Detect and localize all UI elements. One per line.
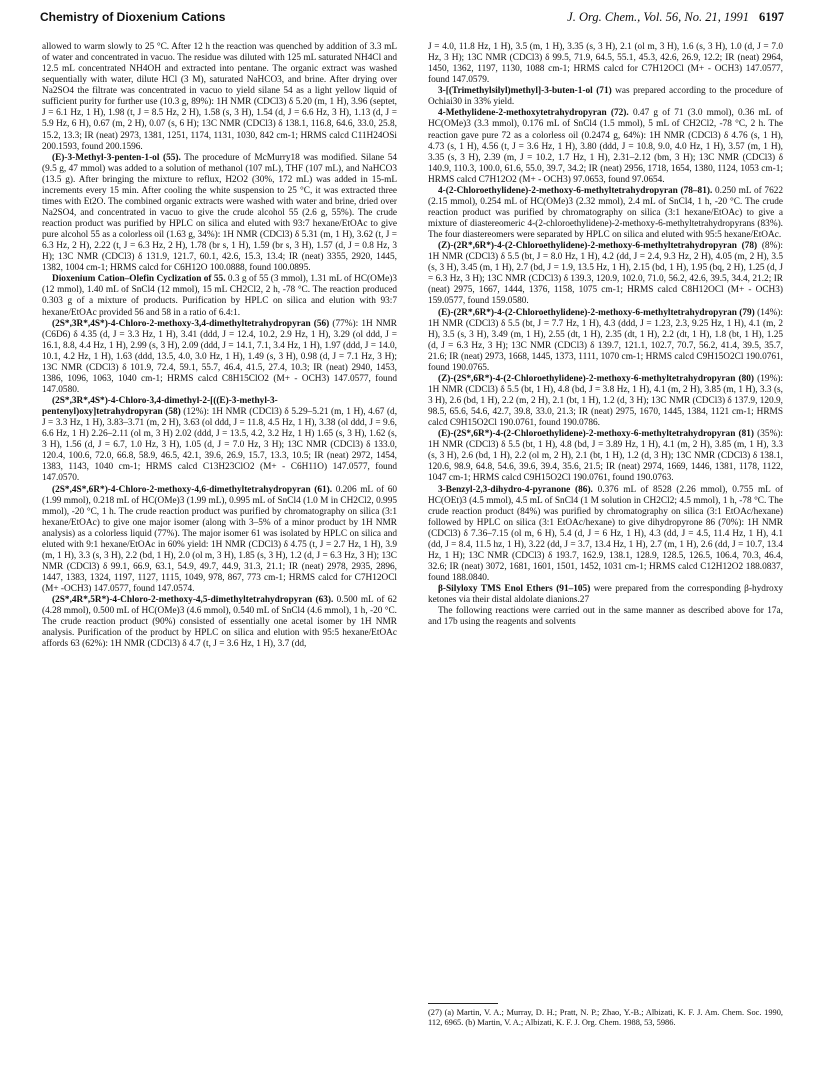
- paragraph-text: (19%): 1H NMR (CDCl3) δ 5.5 (bt, 1 H), 4.8 (bd, J = 3.8 Hz, 1 H), 4.1 (m, 2 H), 3.85 (m, 1 H), 3.3 (s, 3 H), 2.6 (bd, 1 H), 2.2 (m, 2 H), 2.1 (bt, 1 H), 1.2 (d, 3 H); 13C NMR (CDCl3) δ 137.9, 120.9, 98.5, 65.6, 54.6, 42.7, 39.8, 33.0, 21.3; IR (neat) 2975, 1670, 1445, 1384, 1121 cm-1; HRMS calcd C9H15O2Cl 190.0761, found 190.0786.: [428, 373, 783, 429]
- paragraph-text: (77%): 1H NMR (C6D6) δ 4.35 (d, J = 3.3 Hz, 1 H), 3.41 (ddd, J = 12.4, 10.2, 2.9 Hz, 1 H), 3.29 (ol ddd, J = 16.1, 8.8, 4.4 Hz, 1 H), 2.99 (s, 3 H), 2.09 (ddd, J = 14.1, 7.1, 3.4 Hz, 1 H), 1.97 (ddd, J = 14.0, 10.1, 4.2 Hz, 1 H), 1.63 (ddd, 13.5, 4.0, 3.0 Hz, 1 H), 1.49 (s, 3 H), 0.98 (d, J = 7.1 Hz, 3 H); 13C NMR (CDCl3) δ 101.9, 72.4, 59.1, 55.7, 46.4, 41.5, 27.4, 10.3; IR (neat) 2940, 1453, 1386, 1096, 1063, 1040 cm-1; HRMS calcd C8H15ClO2 (M+ - OCH3) 147.0577, found 147.0580.: [42, 318, 398, 395]
- paragraph-text: J = 4.0, 11.8 Hz, 1 H), 3.5 (m, 1 H), 3.35 (s, 3 H), 2.1 (ol m, 3 H), 1.6 (s, 3 H), 1.0 (d, J = 7.0 Hz, 3 H); 13C NMR (CDCl3) δ 99.5, 71.9, 64.5, 55.1, 45.3, 42.6, 26.9, 12.2; IR (neat) 2964, 1450, 1362, 1197, 1130, 1088 cm-1; HRMS calcd for C7H12OCl (M+ - OCH3) 147.0577, found 147.0579.: [428, 42, 783, 86]
- paragraph: [42, 595, 397, 650]
- compound-heading: (2S*,4R*,5R*)-4-Chloro-2-methoxy-4,5-dimethyltetrahydropyran (63).: [52, 595, 334, 606]
- paragraph-text: The following reactions were carried out in the same manner as described above for 17a, and 17b using the reagents and solvents: [428, 606, 783, 628]
- paragraph-text: 0.206 mL of 60 (1.99 mmol), 0.218 mL of HC(OMe)3 (1.99 mL), 0.995 mL of SnCl4 (1.0 M in CH2Cl2, 0.995 mmol), -20 °C, 1 h. The crude reaction product was purified by chromatography on silica (3:1 hexane/EtOAc) to give one major isomer (along with 3–5% of a minor product by 1H NMR analysis) as a colorless liquid (77%). The major isomer 61 was isolated by HPLC on silica and eluted with 9:1 hexane/EtOAc in 60% yield: 1H NMR (CDCl3) δ 4.75 (t, J = 2.7 Hz, 1 H), 3.9 (m, 1 H), 3.3 (s, 3 H), 2.2 (bd, 1 H), 2.0 (ol m, 3 H), 1.85 (s, 3 H), 1.2 (d, J = 6.3 Hz, 3 H); 13C NMR (CDCl3) δ 99.1, 66.9, 63.1, 54.9, 49.7, 44.9, 31.3, 21.1; IR (neat) 2978, 2935, 2896, 1447, 1383, 1324, 1197, 1127, 1115, 1049, 978, 867, 773 cm-1; HRMS calcd for C7H12OCl (M+ -OCH3) 147.0577, found 147.0574.: [42, 484, 398, 595]
- compound-heading: β-Silyloxy TMS Enol Ethers (91–105): [438, 584, 591, 595]
- footnote: (27) (a) Martin, V. A.; Murray, D. H.; Pratt, N. P.; Zhao, Y.-B.; Albizati, K. F. J. Am. Chem. Soc. 1990, 112, 6965. (b) Martin, V. A.; Albizati, K. F. J. Org. Chem. 1988, 53, 5986.: [428, 1008, 783, 1028]
- compound-heading: 4-Methylidene-2-methoxytetrahydropyran (72).: [438, 108, 629, 119]
- paragraph: [428, 42, 783, 86]
- paragraph-text: 0.3 g of 55 (3 mmol), 1.31 mL of HC(OMe)3 (12 mmol), 1.40 mL of SnCl4 (12 mmol), 15 mL CH2Cl2, 2 h, -78 °C. The reaction produced 0.303 g of a mixture of products. Purification by HPLC on silica and elution with 93:7 hexane/EtOAc provided 56 and 58 in a ratio of 6.4:1.: [42, 274, 398, 318]
- paragraph: [428, 606, 783, 628]
- paragraph-text: (14%): 1H NMR (CDCl3) δ 5.5 (bt, J = 7.7 Hz, 1 H), 4.3 (ddd, J = 1.23, 2.3, 9.25 Hz, 1 H), 4.1 (m, 2 H), 3.5 (s, 3 H), 3.49 (m, 1 H), 2.55 (dt, 1 H), 2.35 (dt, 1 H), 2.2 (dt, 1 H), 1.8 (bt, 1 H), 1.25 (d, J = 6.3 Hz, 3 H); 13C NMR (CDCl3) δ 139.7, 121.1, 102.7, 70.7, 56.2, 41.4, 39.5, 35.7, 21.6; IR (neat) 2973, 1668, 1445, 1373, 1111, 1070 cm-1; HRMS calcd C9H15O2Cl 190.0761, found 190.0765.: [428, 307, 783, 373]
- compound-heading: (E)-(2R*,6R*)-4-(2-Chloroethylidene)-2-methoxy-6-methyltetrahydropyran (79): [438, 307, 755, 318]
- compound-heading: 3-[(Trimethylsilyl)methyl]-3-buten-1-ol (71): [438, 86, 612, 97]
- paragraph: [428, 429, 783, 484]
- running-title: Chemistry of Dioxenium Cations: [40, 10, 226, 24]
- paragraph-text: was prepared according to the procedure of Ochiai30 in 33% yield.: [428, 86, 783, 108]
- compound-heading: (E)-3-Methyl-3-penten-1-ol (55).: [52, 152, 181, 163]
- paragraph-text: 0.500 mL of 62 (4.28 mmol), 0.500 mL of HC(OMe)3 (4.6 mmol), 0.540 mL of SnCl4 (4.6 mmol), 1 h, -20 °C. The crude reaction product (90%) consisted of essentially one acetal isomer by 1H NMR analysis. Purification of the product by HPLC on silica and elution with 95:5 hexane/EtOAc affords 63 (62%): 1H NMR (CDCl3) δ 4.7 (t, J = 3.6 Hz, 1 H), 3.7 (dd,: [42, 595, 398, 650]
- paragraph-text: 0.47 g of 71 (3.0 mmol), 0.36 mL of HC(OMe)3 (3.3 mmol), 0.176 mL of SnCl4 (1.5 mmol), 5 mL of CH2Cl2, -78 °C, 2 h. The reaction gave pure 72 as a colorless oil (0.2474 g, 64%): 1H NMR (CDCl3) δ 4.76 (s, 1 H), 4.73 (s, 1 H), 4.56 (t, J = 3.6 Hz, 1 H), 3.80 (ddd, J = 10.8, 9.0, 4.0 Hz, 1 H), 3.57 (m, 1 H), 3.35 (s, 3 H), 2.39 (m, J = 10.2, 1.7 Hz, 1 H), 2.31–2.12 (bm, 3 H); 13C NMR (CDCl3) δ 140.9, 110.3, 100.0, 61.6, 55.0, 39.7, 34.2; IR (neat) 2956, 1718, 1654, 1380, 1124, 1053 cm-1; HRMS calcd C7H12O2 (M+ - OCH3) 97.0653, found 97.0654.: [428, 108, 784, 185]
- compound-heading: (2S*,3R*,4S*)-4-Chloro-3,4-dimethyl-2-[((E)-3-methyl-3-pentenyl)oxy]tetrahydropyran (58): [42, 396, 278, 418]
- paragraph: [428, 86, 783, 108]
- paragraph-text: 0.376 mL of 8528 (2.26 mmol), 0.755 mL of HC(OEt)3 (4.5 mmol), 4.5 mL of SnCl4 (1 M solution in CH2Cl2; 4.5 mmol), 1 h, -78 °C. The crude reaction product (84%) was purified by chromatography on silica (3:1 EtOAc/hexane) followed by HPLC on silica (3:1 EtOAc/hexane) to give dihydropyrone 86 (70%): 1H NMR (CDCl3) δ 7.36–7.15 (ol m, 6 H), 5.4 (d, J = 6 Hz, 1 H), 4.3 (dd, J = 4.5, 11.4 Hz, 1 H), 4.1 (dd, J = 8.4, 11.5 hz, 1 H), 3.22 (dd, J = 3.7, 13.4 Hz, 1 H), 2.7 (m, 1 H), 2.6 (dd, J = 10.7, 13.4 Hz, 1 H); 13C NMR (CDCl3) δ 193.7, 162.9, 138.1, 128.9, 128.5, 126.5, 106.4, 70.3, 46.4, 32.6; IR (neat) 3072, 1681, 1601, 1501, 1452, 1031 cm-1; HRMS calcd C12H12O2 188.0837, found 188.0840.: [428, 484, 783, 583]
- paragraph: [428, 374, 783, 429]
- compound-heading: (2S*,4S*,6R*)-4-Chloro-2-methoxy-4,6-dimethyltetrahydropyran (61).: [52, 484, 333, 495]
- paragraph-text: were prepared from the corresponding β-hydroxy ketones via their distal aldolate dianions.27: [428, 584, 783, 606]
- paragraph: [428, 584, 783, 606]
- footnote-divider: [428, 1003, 498, 1004]
- paragraph: [428, 485, 783, 585]
- paragraph: [42, 319, 397, 396]
- compound-heading: 3-Benzyl-2,3-dihydro-4-pyranone (86).: [438, 484, 593, 495]
- paragraph-text: 0.250 mL of 7622 (2.15 mmol), 0.254 mL of HC(OMe)3 (2.32 mmol), 2.4 mL of SnCl4, 1 h, -20 °C. The crude reaction product was purified by chromatography on silica (3:1 hexane/EtOAc) to give a mixture of diastereomeric 4-(2-chloroethylidene)-2-methoxy-6-methyltetrahydropyrans (83%). The four diastereomers were separated by HPLC on silica and eluted with 95:5 hexane/EtOAc.: [428, 185, 784, 241]
- paragraph: [428, 308, 783, 374]
- compound-heading: Dioxenium Cation–Olefin Cyclization of 55.: [52, 274, 226, 285]
- paragraph-text: (35%): 1H NMR (CDCl3) δ 5.5 (bt, 1 H), 4.8 (bd, J = 3.89 Hz, 1 H), 4.1 (m, 2 H), 3.85 (m, 1 H), 3.3 (s, 3 H), 2.6 (bd, 1 H), 2.2 (ol m, 2 H), 2.1 (bt, 1 H), 1.2 (d, 3 H); 13C NMR (CDCl3) δ 138.1, 120.6, 98.9, 64.8, 54.6, 39.6, 39.4, 35.6, 21.5; IR (neat) 2974, 1669, 1446, 1381, 1178, 1122, 1047 cm-1; HRMS calcd C9H15O2Cl 190.0761, found 190.0763.: [428, 429, 783, 484]
- paragraph: [42, 396, 397, 485]
- paragraph-text: (12%): 1H NMR (CDCl3) δ 5.29–5.21 (m, 1 H), 4.67 (d, J = 3.3 Hz, 1 H), 3.83–3.71 (m, 2 H), 3.63 (ol ddd, J = 11.8, 4.5 Hz, 1 H), 3.38 (ol ddd, J = 9.6, 6.6 Hz, 1 H) 2.26–2.11 (ol m, 3 H) 2.02 (ddd, J = 13.5, 4.2, 3.2 Hz, 1 H) 1.65 (s, 3 H), 1.62 (s, 3 H), 1.56 (d, J = 6.7, 1.0 Hz, 3 H), 1.05 (d, J = 7.0 Hz, 3 H); 13C NMR (CDCl3) δ 133.0, 120.4, 100.6, 72.0, 66.8, 58.9, 46.5, 42.1, 39.6, 26.9, 15.7, 13.3, 10.5; IR (neat) 2972, 1454, 1383, 1143, 1040 cm-1; HRMS calcd C13H23ClO2 (M+ - C6H11O) 147.0577, found 147.0570.: [42, 407, 398, 484]
- right-column: [428, 42, 783, 628]
- paragraph-text: (8%): 1H NMR (CDCl3) δ 5.5 (bt, J = 8.0 Hz, 1 H), 4.2 (dd, J = 2.4, 9.3 Hz, 2 H), 4.05 (m, 2 H), 3.5 (s, 3 H), 3.45 (m, 1 H), 2.7 (bd, J = 1.9, 13.5 Hz, 1 H), 2.15 (bd, 1 H), 1.95 (bq, 2 H), 1.25 (d, J = 6.3 Hz, 3 H); 13C NMR (CDCl3) δ 139.3, 120.9, 102.0, 71.0, 56.2, 42.6, 39.5, 34.4, 21.2; IR (neat) 2975, 1667, 1444, 1376, 1158, 1075 cm-1; HRMS calcd C8H12OCl (M+ - OCH3) 159.0577, found 159.0580.: [428, 241, 783, 307]
- paragraph: [42, 274, 397, 318]
- paragraph: [428, 241, 783, 307]
- paragraph: [42, 485, 397, 596]
- journal-citation: [567, 10, 784, 25]
- paragraph: [428, 108, 783, 185]
- compound-heading: (2S*,3R*,4S*)-4-Chloro-2-methoxy-3,4-dimethyltetrahydropyran (56): [52, 318, 330, 329]
- compound-heading: (Z)-(2S*,6R*)-4-(2-Chloroethylidene)-2-methoxy-6-methyltetrahydropyran (80): [438, 373, 755, 384]
- compound-heading: 4-(2-Chloroethylidene)-2-methoxy-6-methyltetrahydropyran (78–81).: [438, 185, 713, 196]
- journal-info: J. Org. Chem., Vol. 56, No. 21, 1991: [567, 10, 749, 24]
- compound-heading: (E)-(2S*,6R*)-4-(2-Chloroethylidene)-2-methoxy-6-methyltetrahydropyran (81): [438, 429, 755, 440]
- paragraph: [428, 186, 783, 241]
- left-column: [42, 42, 397, 650]
- paragraph-text: The procedure of McMurry18 was modified. Silane 54 (9.5 g, 47 mmol) was added to a solution of methanol (107 mL), THF (107 mL), and NaHCO3 (13.5 g). After bringing the mixture to reflux, H2O2 (30%, 172 mL) was added in 15-mL increments every 15 min. After cooling the white suspension to 25 °C, it was extracted three times with Et2O. The combined organic extracts were washed with water and brine, dried over Na2SO4, and concentrated in vacuo to give the crude alcohol 55 (2.6 g, 55%). The crude reaction product was purified by HPLC on silica and eluted with 93:7 hexane/EtOAc to give pure alcohol 55 as a colorless oil (1.63 g, 34%): 1H NMR (CDCl3) δ 5.31 (m, 1 H), 3.62 (t, J = 6.3 Hz, 2 H), 2.22 (t, J = 6.3 Hz, 2 H), 1.78 (br s, 1 H), 1.59 (br s, 3 H), 1.57 (d, J = 0.8 Hz, 3 H); 13C NMR (CDCl3) δ 131.9, 121.7, 60.1, 42.6, 15.3, 13.4; IR (neat) 3355, 2920, 1445, 1382, 1004 cm-1; HRMS calcd for C6H12O 100.0888, found 100.0895.: [42, 152, 398, 274]
- page-number: 6197: [759, 10, 784, 24]
- running-header: [40, 10, 784, 28]
- paragraph-text: allowed to warm slowly to 25 °C. After 12 h the reaction was quenched by addition of 3.3 mL of water and concentrated in vacuo. The residue was diluted with 125 mL saturated NH4Cl and 12.5 mL concentrated NH4OH and extracted into pentane. The organic extract was washed sequentially with water, dilute HCl (3 M), saturated NaHCO3, and brine. After drying over Na2SO4 the filtrate was concentrated in vacuo to yield silane 54 as a light yellow liquid of sufficient purity for further use (10.3 g, 89%): 1H NMR (CDCl3) δ 5.20 (m, 1 H), 3.96 (septet, J = 6.1 Hz, 1 H), 1.98 (t, J = 8.5 Hz, 2 H), 1.58 (s, 3 H), 1.54 (d, J = 6.6 Hz, 3 H), 1.13 (d, J = 5.9 Hz, 6 H), 0.67 (m, 2 H), 0.07 (s, 6 H); 13C NMR (CDCl3) δ 138.1, 116.8, 64.6, 33.0, 25.8, 15.2, 13.3; IR (neat) 2973, 1381, 1251, 1174, 1131, 1030, 842 cm-1; HRMS calcd C11H24OSi 200.1593, found 200.1596.: [42, 42, 397, 152]
- paragraph: [42, 153, 397, 275]
- compound-heading: (Z)-(2R*,6R*)-4-(2-Chloroethylidene)-2-methoxy-6-methyltetrahydropyran (78): [438, 241, 758, 252]
- paragraph: [42, 42, 397, 153]
